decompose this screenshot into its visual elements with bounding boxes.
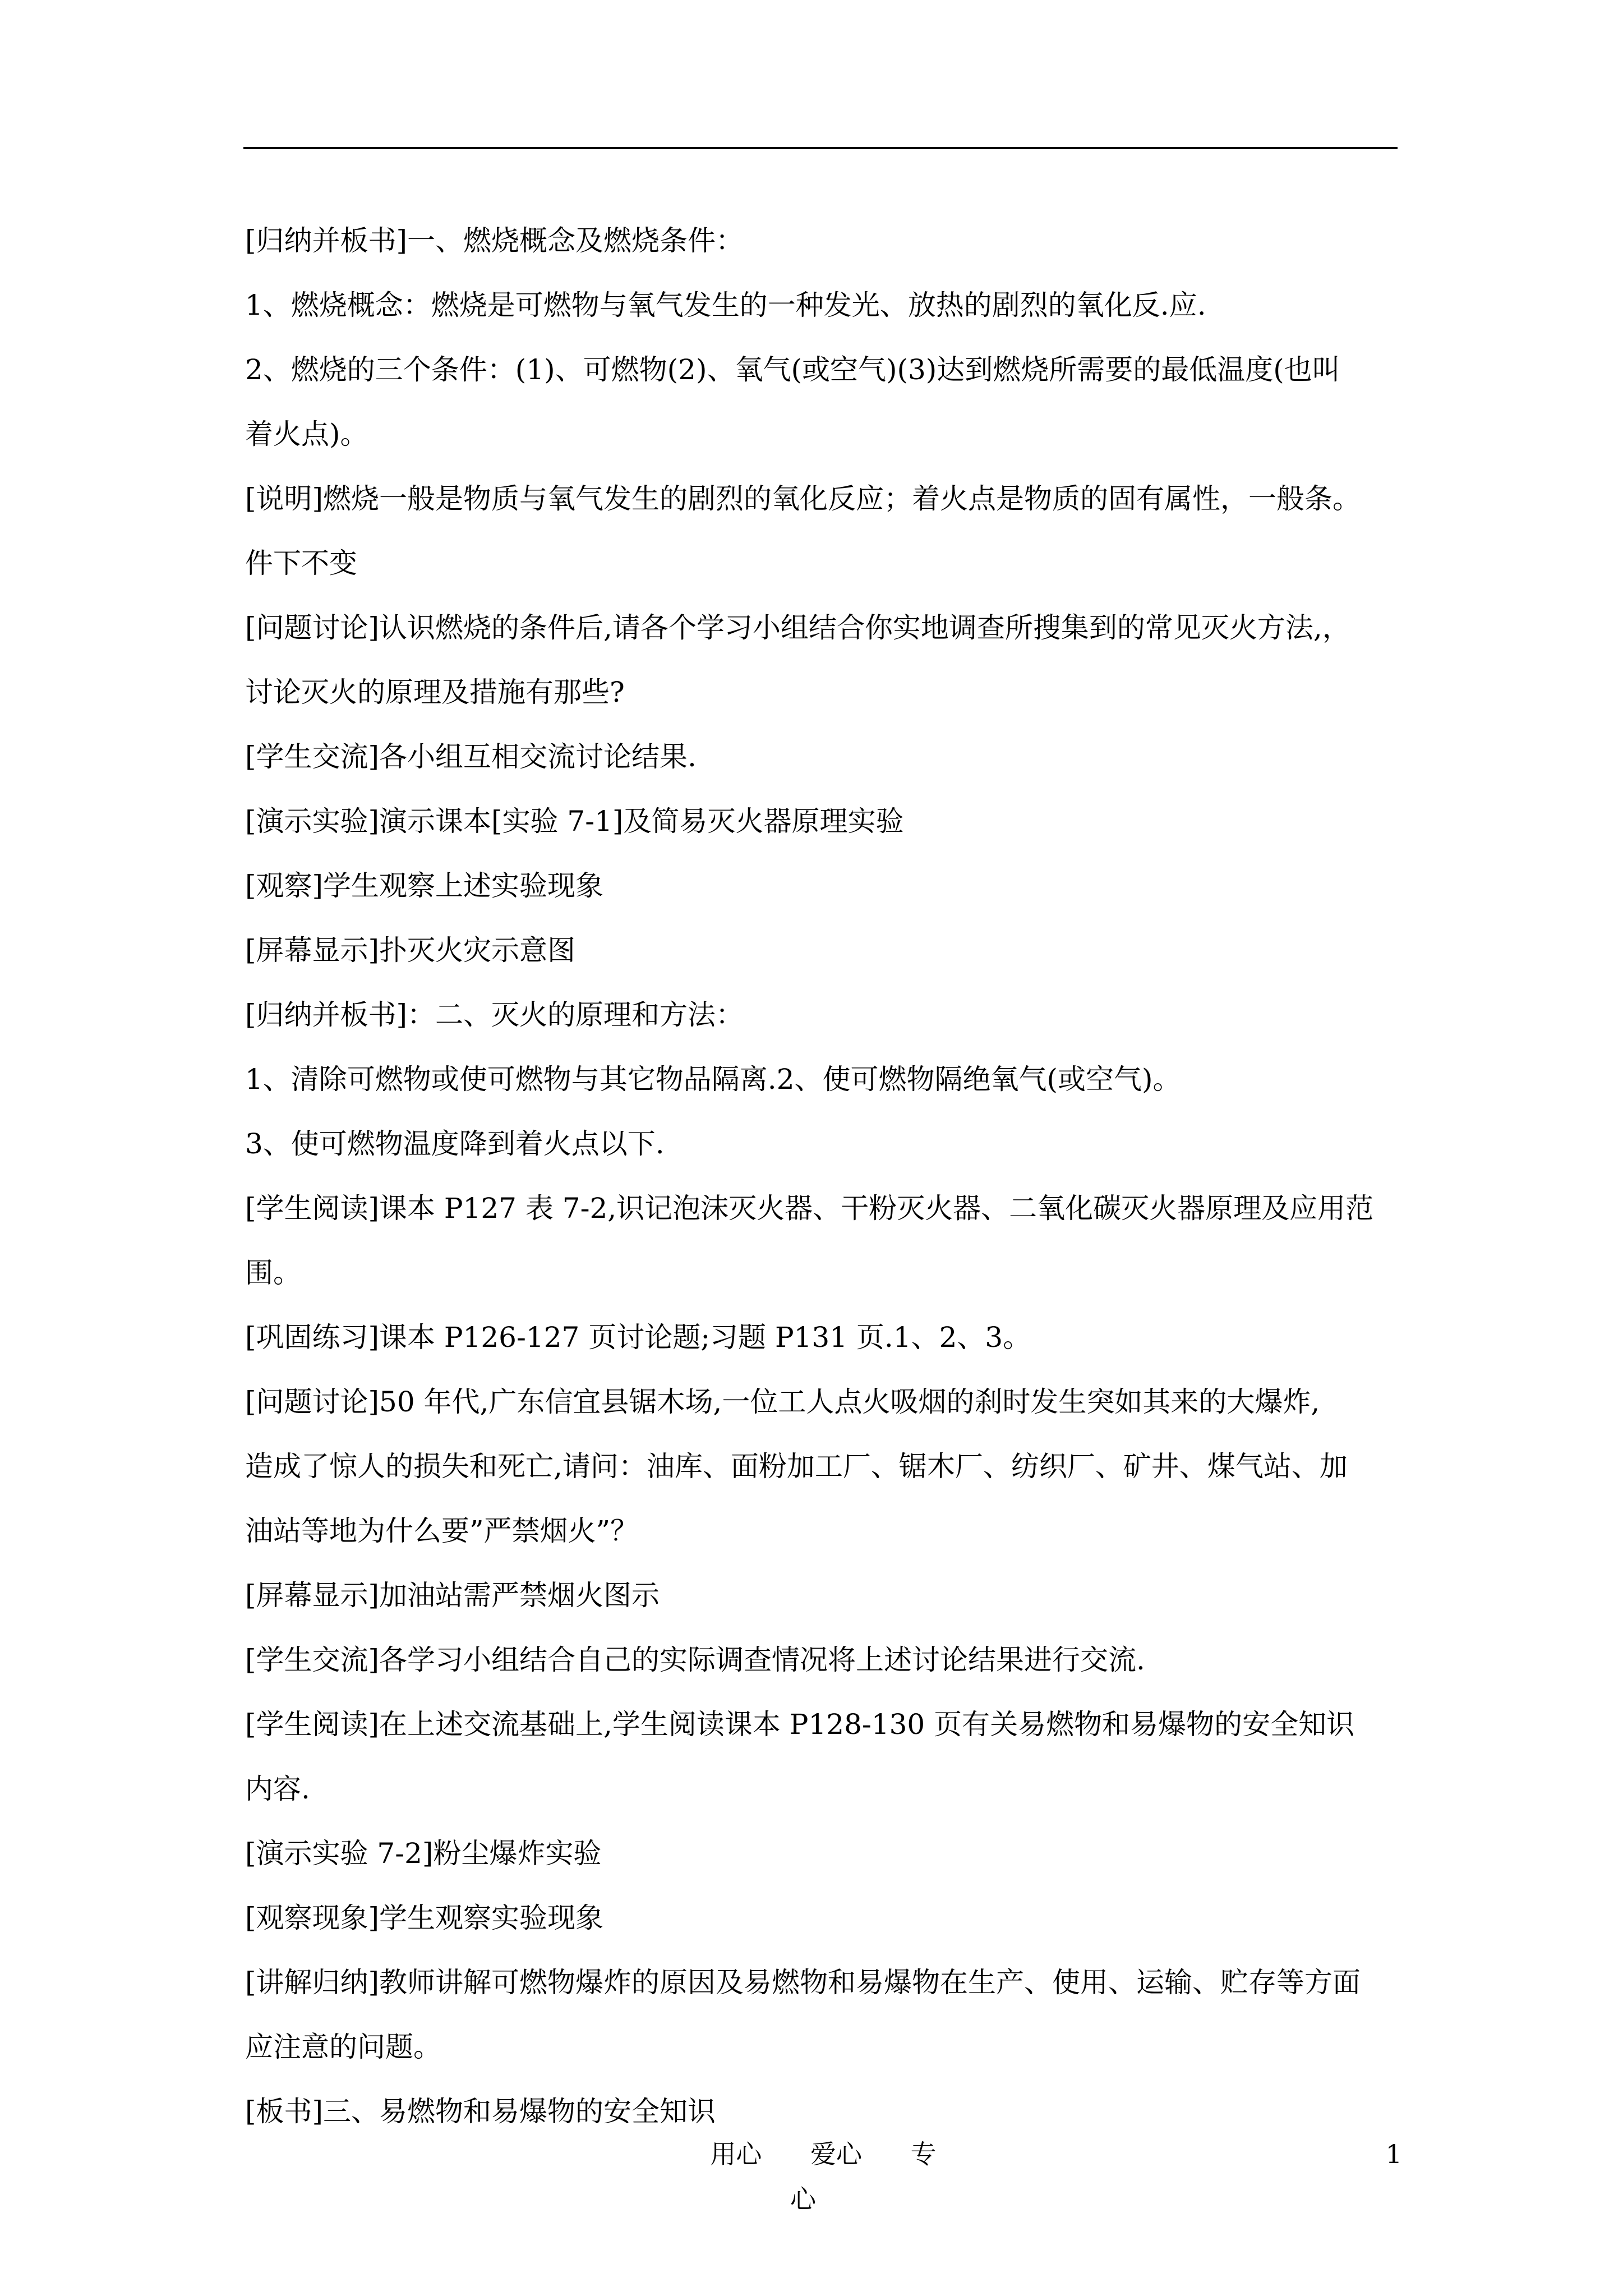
text-line: [问题讨论]认识燃烧的条件后,请各个学习小组结合你实地调查所搜集到的常见灭火方法,， [245,611,1350,644]
text-line: [学生阅读]课本 P127 表 7-2,识记泡沫灭火器、干粉灭火器、二氧化碳灭火器原理及应用范 [245,1192,1374,1225]
text-line: [问题讨论]50 年代,广东信宜县锯木场,一位工人点火吸烟的刹时发生突如其来的大爆炸, [245,1386,1320,1418]
text-line: 件下不变 [245,547,357,579]
text-line: [归纳并板书]：二、灭火的原理和方法： [245,999,744,1031]
text-line: [讲解归纳]教师讲解可燃物爆炸的原因及易燃物和易爆物在生产、使用、运输、贮存等方面 [245,1966,1361,1999]
text-line: [观察现象]学生观察实验现象 [245,1902,604,1934]
text-line: [巩固练习]课本 P126-127 页讨论题;习题 P131 页.1、2、3。 [245,1321,1031,1354]
text-line: [屏幕显示]扑灭火灾示意图 [245,934,576,967]
text-line: [学生阅读]在上述交流基础上,学生阅读课本 P128-130 页有关易燃物和易爆物的安全知识 [245,1708,1355,1741]
document-body [245,209,1406,2144]
text-line: [演示实验 7-2]粉尘爆炸实验 [245,1837,602,1870]
page-footer [0,2132,1623,2214]
text-line: [学生交流]各小组互相交流讨论结果. [245,740,697,773]
text-line: 1、燃烧概念：燃烧是可燃物与氧气发生的一种发光、放热的剧烈的氧化反.应. [245,289,1206,321]
page-number: 1 [1385,2139,1402,2169]
text-line: 内容. [245,1773,310,1805]
footer-motto [673,2132,953,2221]
text-line: [观察]学生观察上述实验现象 [245,869,604,902]
text-line: 应注意的问题。 [245,2031,441,2063]
text-line: [屏幕显示]加油站需严禁烟火图示 [245,1579,660,1612]
text-line: 围。 [245,1257,301,1289]
footer-motto-word: 用心 [710,2139,762,2169]
text-line: [说明]燃烧一般是物质与氧气发生的剧烈的氧化反应；着火点是物质的固有属性，一般条。 [245,482,1361,515]
text-line: 讨论灭火的原理及措施有那些? [245,676,625,708]
text-line: 2、燃烧的三个条件：(1)、可燃物(2)、氧气(或空气)(3)达到燃烧所需要的最低温度(也叫 [245,353,1340,386]
text-line: [板书]三、易燃物和易爆物的安全知识 [245,2095,716,2128]
text-line: [演示实验]演示课本[实验 7-1]及简易灭火器原理实验 [245,805,904,838]
header-rule [243,147,1398,149]
text-line: [学生交流]各学习小组结合自己的实际调查情况将上述讨论结果进行交流. [245,1644,1145,1676]
footer-motto-word: 专心 [790,2139,937,2214]
text-line: [归纳并板书]一、燃烧概念及燃烧条件： [245,224,744,257]
footer-motto-word: 爱心 [810,2139,862,2169]
text-line: 1、清除可燃物或使可燃物与其它物品隔离.2、使可燃物隔绝氧气(或空气)。 [245,1063,1181,1096]
text-line: 造成了惊人的损失和死亡,请问：油库、面粉加工厂、锯木厂、纺织厂、矿井、煤气站、加 [245,1450,1348,1483]
text-line: 3、使可燃物温度降到着火点以下. [245,1128,665,1160]
text-line: 着火点)。 [245,418,368,450]
text-line: 油站等地为什么要”严禁烟火”？ [245,1515,639,1547]
